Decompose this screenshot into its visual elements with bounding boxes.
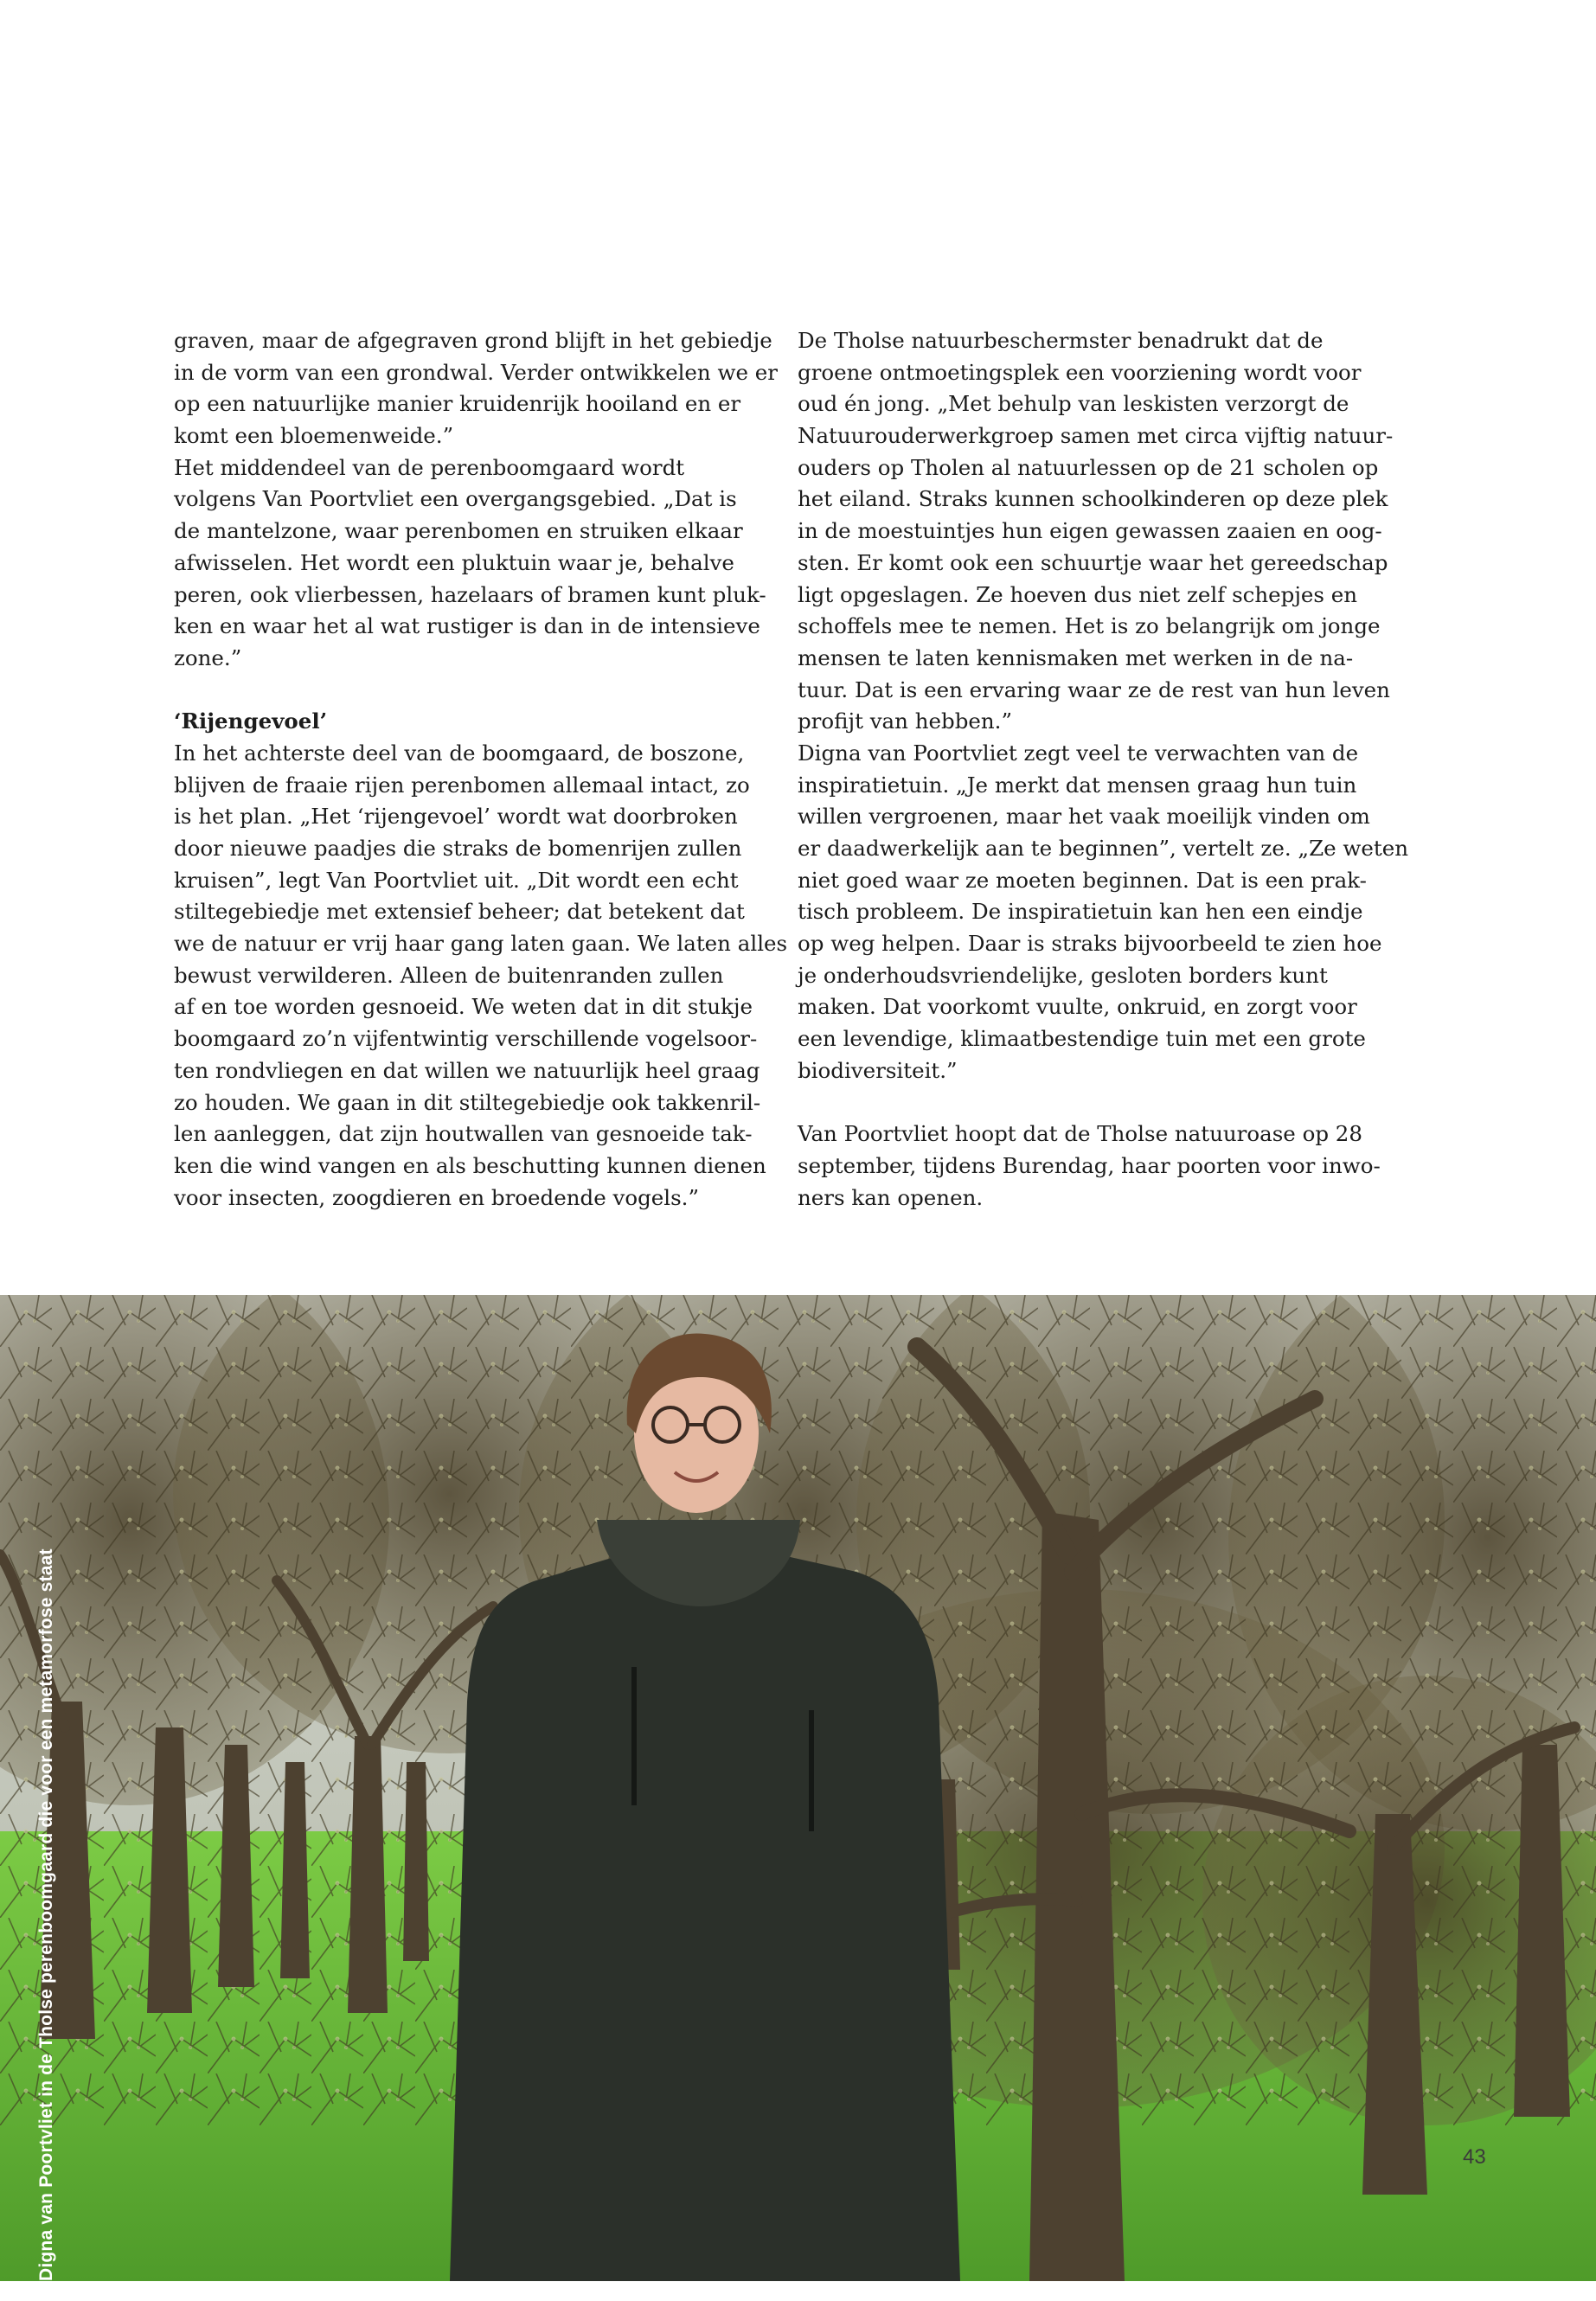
section-heading: ‘Rijengevoel’	[174, 708, 328, 734]
zipper	[631, 1667, 637, 1805]
text-line: Van Poortvliet hoopt dat de Tholse natuuroase op 28	[798, 1121, 1362, 1147]
text-line: is het plan. „Het ‘rijengevoel’ wordt wat doorbroken	[174, 804, 738, 830]
text-line: ken die wind vangen en als beschutting kunnen dienen	[174, 1152, 766, 1178]
text-line: peren, ook vlierbessen, hazelaars of bramen kunt pluk-	[174, 581, 766, 607]
text-line: ners kan openen.	[798, 1184, 984, 1210]
paragraph-spacer	[174, 675, 771, 707]
text-line: voor insecten, zoogdieren en broedende vogels.”	[174, 1184, 699, 1210]
text-line: Digna van Poortvliet zegt veel te verwachten van de	[798, 740, 1359, 766]
text-line: zo houden. We gaan in dit stiltegebiedje ook takkenril-	[174, 1089, 761, 1115]
text-line: willen vergroenen, maar het vaak moeilijk vinden om	[798, 804, 1370, 830]
text-line: zone.”	[174, 644, 242, 670]
orchard-photo	[0, 1295, 1596, 2281]
text-line: boomgaard zo’n vijfentwintig verschillende vogelsoor-	[174, 1026, 758, 1052]
text-line: tuur. Dat is een ervaring waar ze de rest van hun leven	[798, 676, 1390, 702]
text-line: op een natuurlijke manier kruidenrijk hooiland en er	[174, 391, 741, 417]
text-line: De Tholse natuurbeschermster benadrukt dat de	[798, 328, 1324, 353]
text-line: ligt opgeslagen. Ze hoeven dus niet zelf schepjes en	[798, 581, 1358, 607]
text-line: in de vorm van een grondwal. Verder ontwikkelen we er	[174, 359, 778, 385]
text-line: profijt van hebben.”	[798, 708, 1012, 734]
text-line: ouders op Tholen al natuurlessen op de 21 scholen op	[798, 454, 1379, 480]
text-line: het eiland. Straks kunnen schoolkinderen op deze plek	[798, 486, 1388, 512]
text-line: kruisen”, legt Van Poortvliet uit. „Dit wordt een echt	[174, 867, 739, 893]
text-line: tisch probleem. De inspiratietuin kan hen een eindje	[798, 899, 1363, 925]
text-line: door nieuwe paadjes die straks de bomenrijen zullen	[174, 836, 742, 861]
orchard-illustration	[0, 1295, 1596, 2281]
right-column	[798, 325, 1409, 1214]
text-line: sten. Er komt ook een schuurtje waar het gereedschap	[798, 549, 1388, 575]
pocket-zipper	[809, 1710, 814, 1831]
text-line: september, tijdens Burendag, haar poorten voor inwo-	[798, 1152, 1381, 1178]
text-line: bewust verwilderen. Alleen de buitenranden zullen	[174, 962, 724, 988]
text-line: afwisselen. Het wordt een pluktuin waar je, behalve	[174, 549, 734, 575]
left-paragraph-1	[174, 325, 778, 675]
text-line: in de moestuintjes hun eigen gewassen zaaien en oog-	[798, 518, 1382, 544]
text-line: niet goed waar ze moeten beginnen. Dat is een prak-	[798, 867, 1367, 893]
text-line: Natuurouderwerkgroep samen met circa vijftig natuur-	[798, 423, 1394, 449]
text-line: ten rondvliegen en dat willen we natuurlijk heel graag	[174, 1057, 760, 1083]
text-line: komt een bloemenweide.”	[174, 423, 454, 449]
text-line: er daadwerkelijk aan te beginnen”, vertelt ze. „Ze weten	[798, 836, 1409, 861]
text-line: blijven de fraaie rijen perenbomen allemaal intact, zo	[174, 772, 750, 798]
text-line: inspiratietuin. „Je merkt dat mensen graag hun tuin	[798, 772, 1357, 798]
text-line: de mantelzone, waar perenbomen en struiken elkaar	[174, 518, 743, 544]
text-line: groene ontmoetingsplek een voorziening wordt voor	[798, 359, 1362, 385]
text-line: een levendige, klimaatbestendige tuin met een grote	[798, 1026, 1366, 1052]
text-line: stiltegebiedje met extensief beheer; dat betekent dat	[174, 899, 745, 925]
page-number: 43	[1463, 2145, 1486, 2169]
text-line: biodiversiteit.”	[798, 1057, 958, 1083]
text-line: In het achterste deel van de boomgaard, de boszone,	[174, 740, 745, 766]
text-line: je onderhoudsvriendelijke, gesloten borders kunt	[798, 962, 1328, 988]
left-column	[174, 325, 788, 1214]
text-line: Het middendeel van de perenboomgaard wordt	[174, 454, 685, 480]
text-line: len aanleggen, dat zijn houtwallen van gesnoeide tak-	[174, 1121, 753, 1147]
text-line: af en toe worden gesnoeid. We weten dat in dit stukje	[174, 994, 753, 1020]
paragraph-spacer	[798, 1087, 1394, 1119]
text-line: maken. Dat voorkomt vuulte, onkruid, en zorgt voor	[798, 994, 1357, 1020]
text-line: schoffels mee te nemen. Het is zo belangrijk om jonge	[798, 613, 1381, 639]
text-line: ken en waar het al wat rustiger is dan in de intensieve	[174, 613, 760, 639]
right-paragraph-1	[798, 325, 1409, 1087]
text-line: op weg helpen. Daar is straks bijvoorbeeld te zien hoe	[798, 931, 1382, 957]
text-line: graven, maar de afgegraven grond blijft in het gebiedje	[174, 328, 772, 353]
text-line: we de natuur er vrij haar gang laten gaan. We laten alles	[174, 931, 788, 957]
text-line: oud én jong. „Met behulp van leskisten verzorgt de	[798, 391, 1349, 417]
left-paragraph-2	[174, 738, 788, 1214]
right-paragraph-2	[798, 1118, 1394, 1214]
text-line: volgens Van Poortvliet een overgangsgebied. „Dat is	[174, 486, 737, 512]
coat	[450, 1554, 960, 2281]
text-line: mensen te laten kennismaken met werken in de na-	[798, 644, 1354, 670]
photo-caption: Digna van Poortvliet in de Tholse perenboomgaard die voor een metamorfose staat	[36, 1548, 56, 2281]
